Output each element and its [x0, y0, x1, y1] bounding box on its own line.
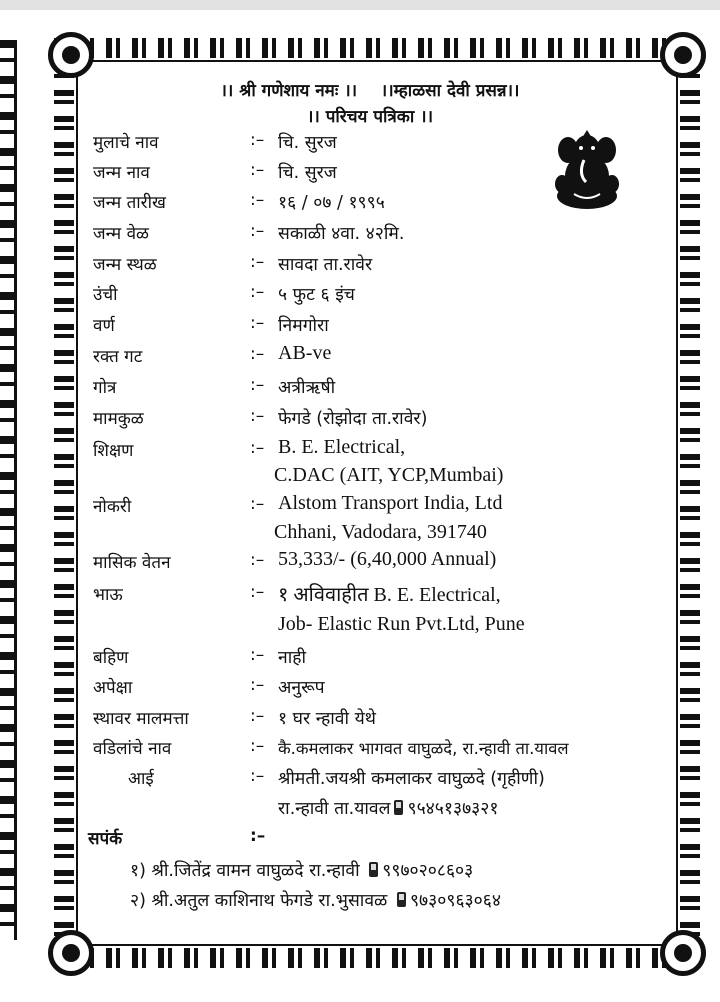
value-education: B. E. Electrical, [278, 436, 406, 458]
value-blood-group: AB-ve [278, 342, 332, 364]
value-birth-date: १६ / ०७ / १९९५ [278, 193, 385, 213]
phone-icon [397, 892, 406, 907]
value-birth-place: सावदा ता.रावेर [278, 255, 373, 275]
value-mother: श्रीमती.जयश्री कमलाकर वाघुळदे (गृहीणी) [278, 769, 545, 789]
separator: :– [250, 494, 265, 514]
ganesha-icon [546, 124, 628, 214]
value-brother [278, 580, 501, 607]
label-blood-group: रक्त गट [93, 347, 143, 367]
separator: :– [250, 582, 265, 602]
label-property: स्थावर मालमत्ता [93, 709, 189, 729]
label-education: शिक्षण [93, 441, 134, 461]
label-complexion: वर्ण [93, 316, 115, 336]
label-brother: भाऊ [93, 585, 123, 605]
value-boy-name: चि. सुरज [278, 133, 337, 153]
separator: :– [250, 252, 265, 272]
contact-separator: :– [250, 826, 266, 846]
separator: :– [250, 221, 265, 241]
label-birth-date: जन्म तारीख [93, 193, 166, 213]
value-property: १ घर न्हावी येथे [278, 709, 376, 729]
separator: :– [250, 766, 265, 786]
value-birth-time: सकाळी ४वा. ४२मि. [278, 224, 405, 244]
value-job-2: Chhani, Vadodara, 391740 [274, 521, 487, 543]
value-brother-text: १ अविवाहीत B. E. Electrical, [278, 584, 501, 606]
value-gotra: अत्रीऋषी [278, 378, 336, 398]
label-father-name: वडिलांचे नाव [93, 739, 172, 759]
contact-1-text: १) श्री.जितेंद्र वामन वाघुळदे रा.न्हावी [130, 861, 360, 881]
separator: :– [250, 675, 265, 695]
label-maternal-family: मामकुळ [93, 409, 144, 429]
label-contact: सपंर्क [88, 829, 123, 849]
separator: :– [250, 160, 265, 180]
separator: :– [250, 406, 265, 426]
value-birth-name: चि. सुरज [278, 163, 337, 183]
value-mother-address [278, 796, 498, 820]
value-height: ५ फुट ६ इंच [278, 285, 355, 305]
contact-2-phone: ९७३०९६३०६४ [409, 891, 501, 911]
contact-1-phone: ९९७०२०८६०३ [382, 861, 474, 881]
value-education-2: C.DAC (AIT, YCP,Mumbai) [274, 464, 504, 486]
contact-2-text: २) श्री.अतुल काशिनाथ फेगडे रा.भुसावळ [130, 891, 388, 911]
invocation-header: ।। श्री गणेशाय नमः ।। ।।म्हाळसा देवी प्रसन्न।। [220, 81, 520, 101]
separator: :– [250, 706, 265, 726]
label-gotra: गोत्र [93, 378, 117, 398]
label-mother: आई [128, 769, 154, 789]
label-birth-place: जन्म स्थळ [93, 255, 157, 275]
mother-phone: ९५४५१३७३२१ [407, 799, 499, 819]
label-boy-name: मुलाचे नाव [93, 133, 159, 153]
value-brother-2: Job- Elastic Run Pvt.Ltd, Pune [278, 613, 525, 635]
label-job: नोकरी [93, 497, 132, 517]
separator: :– [250, 375, 265, 395]
label-height: उंची [93, 285, 118, 305]
value-sister: नाही [278, 648, 307, 668]
value-expectation: अनुरूप [278, 678, 325, 698]
label-sister: बहिण [93, 648, 129, 668]
label-expectation: अपेक्षा [93, 678, 133, 698]
phone-icon [369, 862, 378, 877]
separator: :– [250, 645, 265, 665]
value-complexion: निमगोरा [278, 316, 329, 336]
separator: :– [250, 130, 265, 150]
contact-item-2 [130, 888, 501, 912]
mother-address-text: रा.न्हावी ता.यावल [278, 799, 391, 819]
value-job: Alstom Transport India, Ltd [278, 492, 503, 514]
value-father-name: कै.कमलाकर भागवत वाघुळदे, रा.न्हावी ता.यावल [278, 739, 569, 758]
label-birth-name: जन्म नाव [93, 163, 150, 183]
separator: :– [250, 736, 265, 756]
contact-item-1 [130, 858, 473, 882]
value-maternal-family: फेगडे (रोझोदा ता.रावेर) [278, 409, 428, 429]
page-title: ।। परिचय पत्रिका ।। [306, 107, 434, 127]
separator: :– [250, 344, 265, 364]
phone-icon [394, 800, 403, 815]
label-monthly-salary: मासिक वेतन [93, 553, 171, 573]
separator: :– [250, 313, 265, 333]
label-birth-time: जन्म वेळ [93, 224, 149, 244]
separator: :– [250, 190, 265, 210]
value-monthly-salary: 53,333/- (6,40,000 Annual) [278, 548, 497, 570]
separator: :– [250, 438, 265, 458]
separator: :– [250, 550, 265, 570]
separator: :– [250, 282, 265, 302]
